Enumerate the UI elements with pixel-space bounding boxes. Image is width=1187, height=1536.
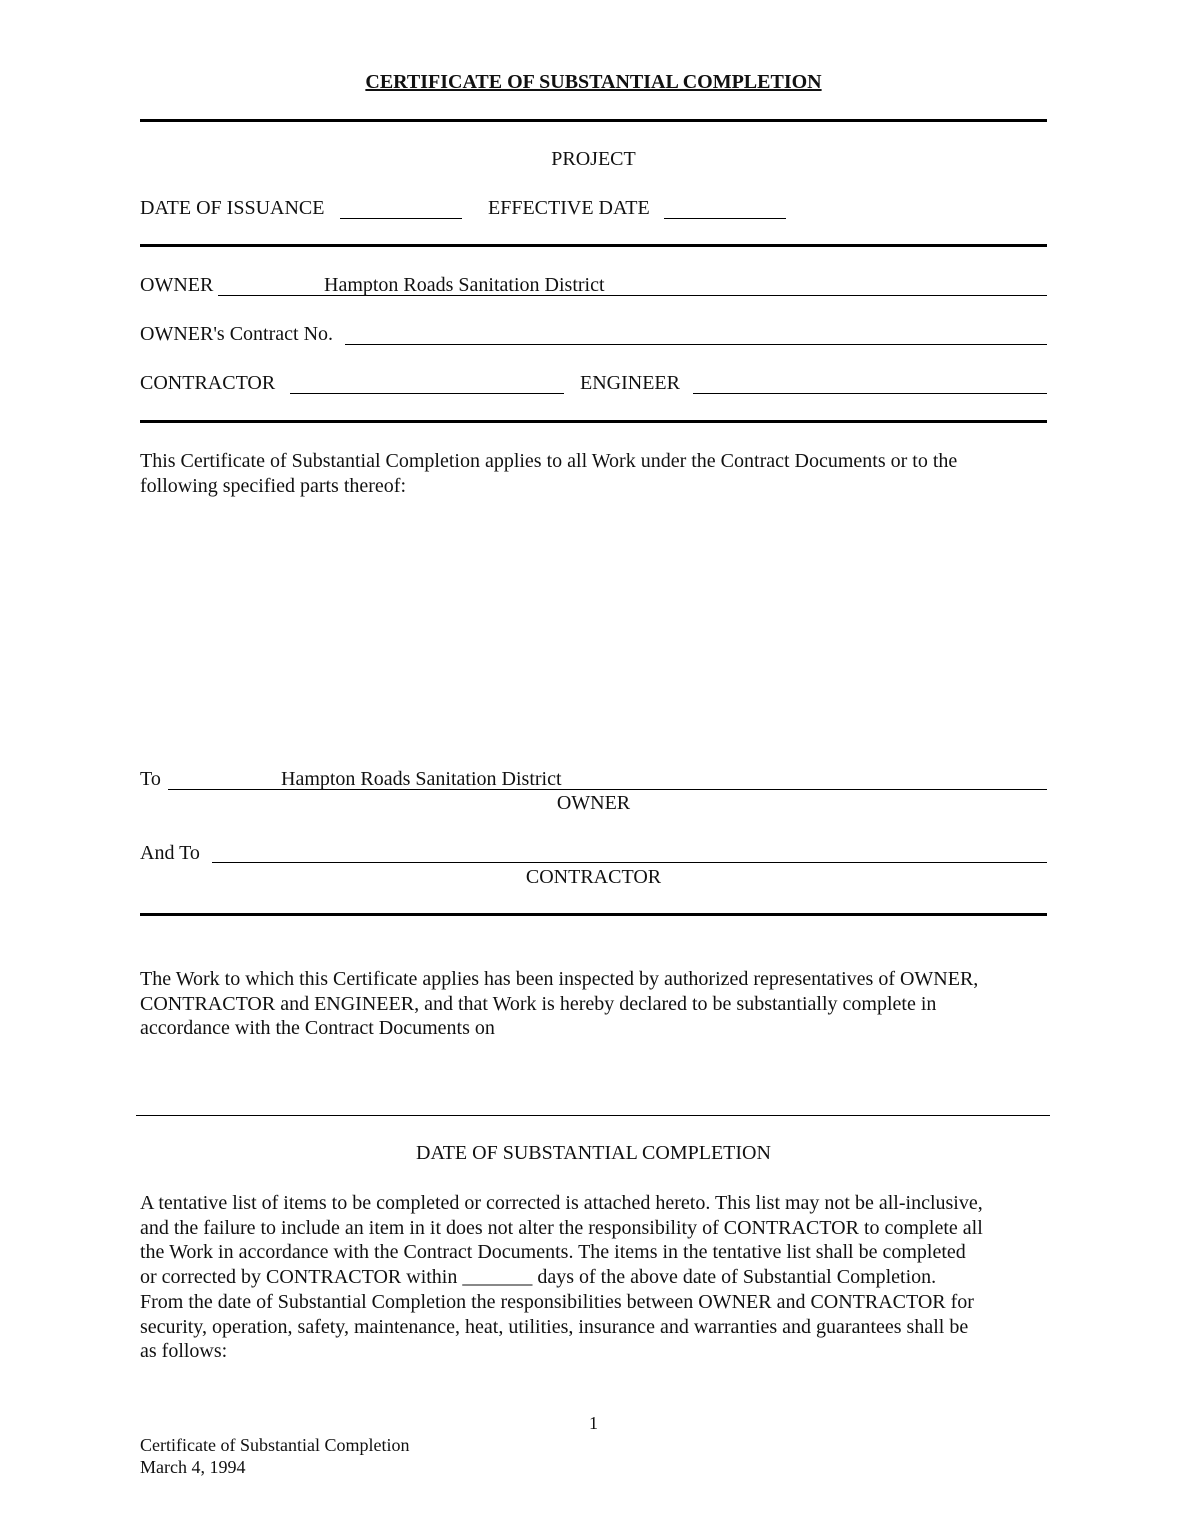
tentative-list-paragraph (140, 1191, 1055, 1364)
and-to-label: And To (140, 842, 200, 864)
paragraph-line: security, operation, safety, maintenance, heat, utilities, insurance and warranties and guarantees shall be (140, 1315, 969, 1338)
section-divider (140, 244, 1047, 247)
page-number: 1 (589, 1413, 598, 1433)
paragraph-line: From the date of Substantial Completion the responsibilities between OWNER and CONTRACTOR for (140, 1290, 974, 1313)
section-divider (140, 913, 1047, 916)
paragraph-line: This Certificate of Substantial Completion applies to all Work under the Contract Documents or to the (140, 450, 958, 472)
contractor-label: CONTRACTOR (140, 372, 276, 394)
section-divider (140, 119, 1047, 122)
paragraph-line: accordance with the Contract Documents on (140, 1017, 495, 1040)
inspection-paragraph (140, 967, 1055, 1041)
and-to-field[interactable] (212, 862, 1047, 863)
paragraph-line: or corrected by CONTRACTOR within _______ days of the above date of Substantial Completion. (140, 1266, 937, 1289)
owner-contract-label: OWNER's Contract No. (140, 323, 334, 345)
contractor-field[interactable] (290, 393, 564, 394)
effective-date-label: EFFECTIVE DATE (488, 197, 650, 219)
to-label: To (140, 768, 161, 790)
owner-label: OWNER (140, 274, 214, 296)
footer-title: Certificate of Substantial Completion (140, 1435, 410, 1455)
owner-value: Hampton Roads Sanitation District (324, 274, 605, 296)
to-caption: OWNER (556, 792, 631, 814)
effective-date-field[interactable] (664, 218, 786, 219)
date-of-issuance-field[interactable] (340, 218, 462, 219)
applies-paragraph (140, 449, 1055, 498)
footer-date: March 4, 1994 (140, 1457, 246, 1477)
paragraph-line: A tentative list of items to be completed or corrected is attached hereto. This list may not be all-inclusive, (140, 1192, 983, 1214)
date-of-substantial-completion-caption: DATE OF SUBSTANTIAL COMPLETION (416, 1142, 771, 1164)
document-title: CERTIFICATE OF SUBSTANTIAL COMPLETION (365, 71, 822, 93)
engineer-field[interactable] (693, 393, 1047, 394)
and-to-caption: CONTRACTOR (525, 866, 662, 888)
engineer-label: ENGINEER (580, 372, 680, 394)
paragraph-line: and the failure to include an item in it does not alter the responsibility of CONTRACTOR to complete all (140, 1216, 983, 1239)
paragraph-line: The Work to which this Certificate applies has been inspected by authorized representatives of OWNER, (140, 968, 979, 990)
to-value: Hampton Roads Sanitation District (281, 768, 562, 790)
project-label: PROJECT (551, 148, 636, 170)
completion-date-line[interactable] (136, 1115, 1050, 1116)
paragraph-line: CONTRACTOR and ENGINEER, and that Work is hereby declared to be substantially complete in (140, 992, 937, 1015)
paragraph-line: following specified parts thereof: (140, 474, 407, 497)
paragraph-line: the Work in accordance with the Contract Documents. The items in the tentative list shall be completed (140, 1241, 966, 1264)
paragraph-line: as follows: (140, 1340, 228, 1363)
owner-contract-field[interactable] (345, 344, 1047, 345)
date-of-issuance-label: DATE OF ISSUANCE (140, 197, 325, 219)
section-divider (140, 420, 1047, 423)
